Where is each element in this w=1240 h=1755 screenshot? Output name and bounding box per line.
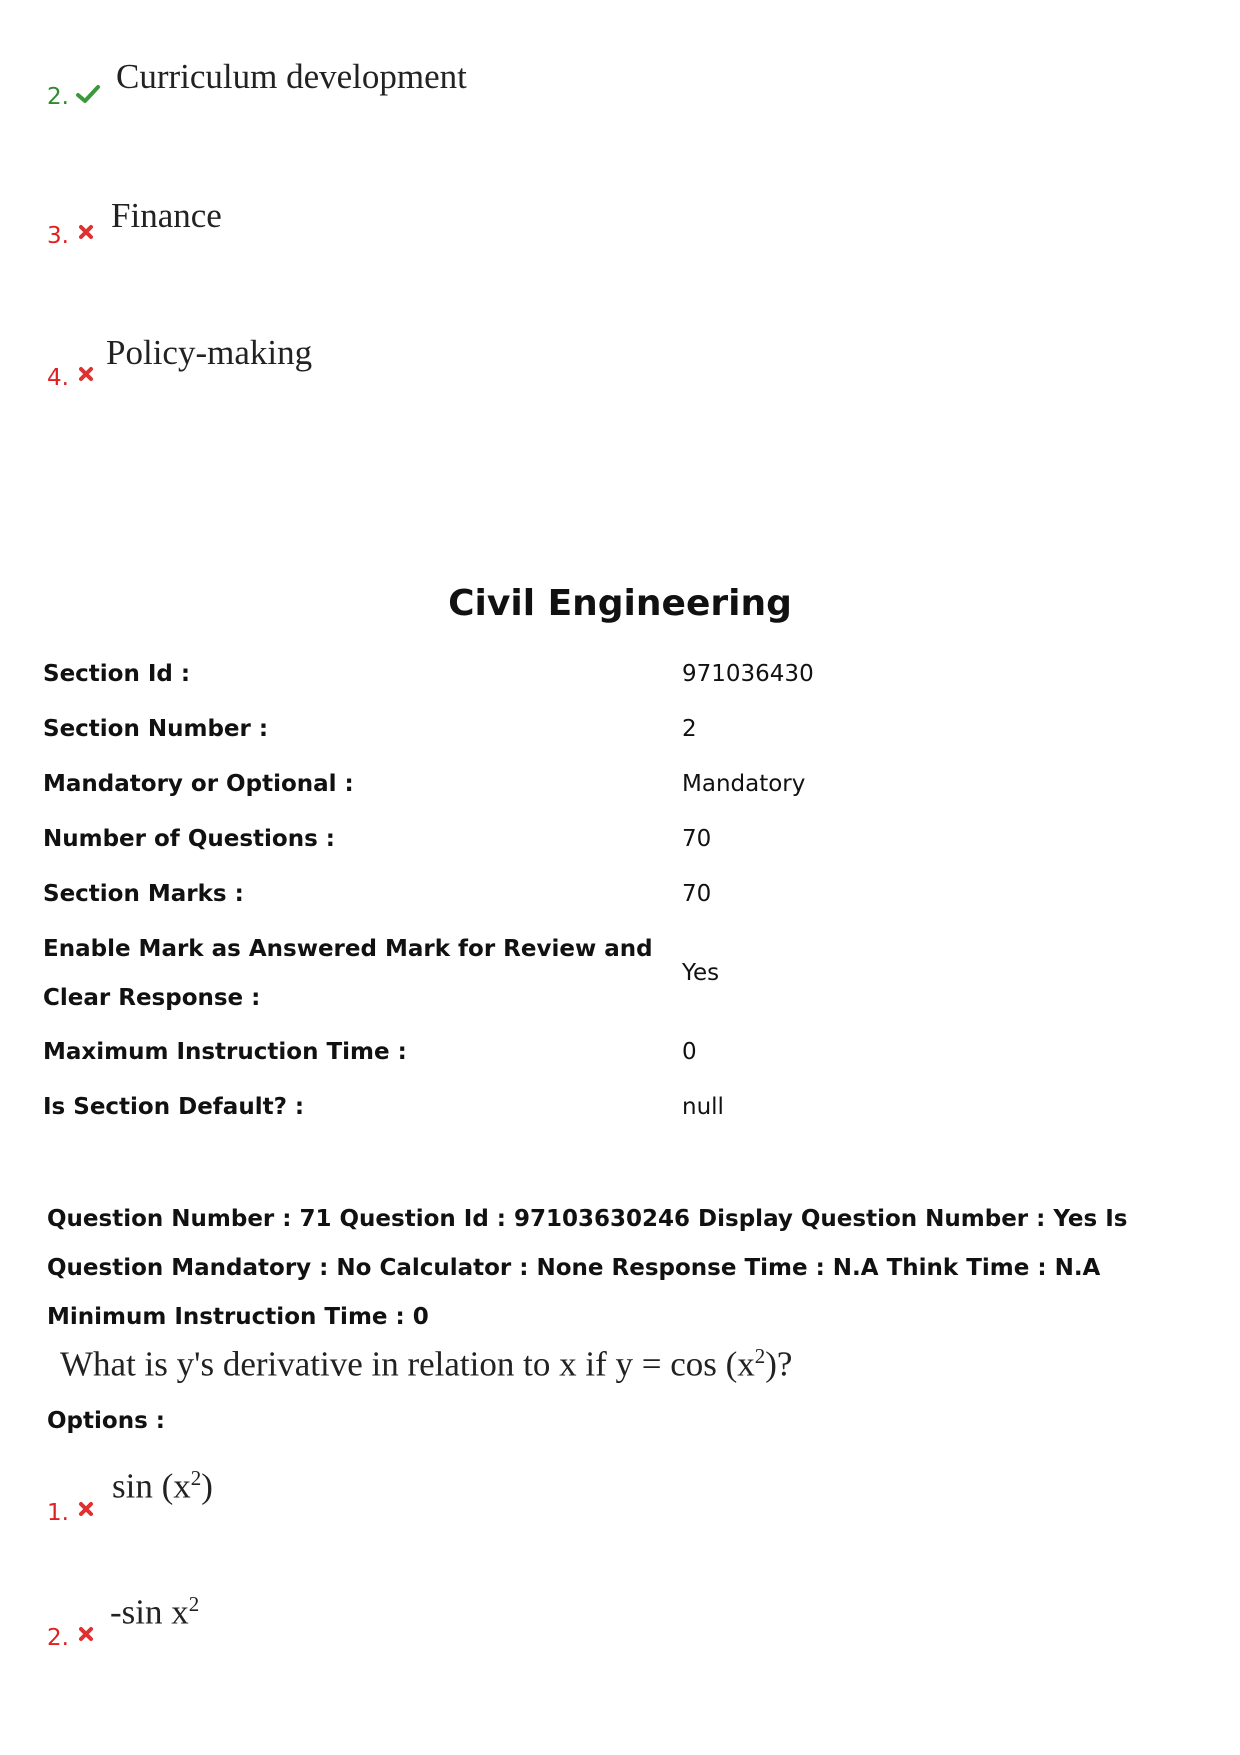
option-number: 3. [47, 223, 69, 249]
option-text-exponent: 2 [188, 1592, 200, 1616]
question-text-main: What is y's derivative in relation to x if y = cos (x [60, 1344, 755, 1384]
question-text [60, 1344, 792, 1385]
max-instruction-time-value: 0 [682, 1039, 697, 1065]
mandatory-value: Mandatory [682, 771, 806, 797]
section-id-label: Section Id : [43, 661, 191, 687]
section-number-label: Section Number : [43, 716, 269, 742]
section-number-value: 2 [682, 716, 697, 742]
question-text-exponent: 2 [754, 1344, 766, 1368]
section-id-value: 971036430 [682, 661, 814, 687]
question-header: Question Number : 71 Question Id : 97103630246 Display Question Number : Yes Is Question Mandatory : No Calculator : None Response Time : N.A Think Time : N.A Minimum Instruction Time : 0 [47, 1206, 1128, 1330]
option-text: Finance [111, 196, 222, 235]
mandatory-label: Mandatory or Optional : [43, 771, 354, 797]
option-text: Policy-making [106, 333, 313, 372]
cross-icon [78, 366, 94, 387]
option-number: 4. [47, 365, 69, 391]
enable-mark-label-line2: Clear Response : [43, 985, 261, 1011]
option-number: 2. [47, 1625, 69, 1651]
option-text: Curriculum development [116, 57, 467, 96]
cross-icon [78, 224, 94, 245]
enable-mark-label-line1: Enable Mark as Answered Mark for Review and [43, 936, 653, 962]
option-text [110, 1592, 199, 1633]
section-title: Civil Engineering [448, 583, 792, 624]
section-marks-value: 70 [682, 881, 712, 907]
option-text-end: ) [201, 1466, 213, 1506]
option-text-main: -sin x [110, 1592, 189, 1632]
question-text-end: )? [765, 1344, 793, 1384]
option-number: 1. [47, 1500, 69, 1526]
enable-mark-value: Yes [682, 960, 720, 986]
section-default-label: Is Section Default? : [43, 1094, 305, 1120]
option-text-main: sin (x [112, 1466, 191, 1506]
cross-icon [78, 1501, 94, 1522]
num-questions-label: Number of Questions : [43, 826, 335, 852]
options-label: Options : [47, 1408, 165, 1434]
check-icon [76, 84, 100, 109]
num-questions-value: 70 [682, 826, 712, 852]
option-text [112, 1466, 213, 1507]
option-number: 2. [47, 84, 69, 110]
cross-icon [78, 1626, 94, 1647]
section-marks-label: Section Marks : [43, 881, 244, 907]
section-default-value: null [682, 1094, 724, 1120]
option-text-exponent: 2 [190, 1466, 202, 1490]
max-instruction-time-label: Maximum Instruction Time : [43, 1039, 407, 1065]
